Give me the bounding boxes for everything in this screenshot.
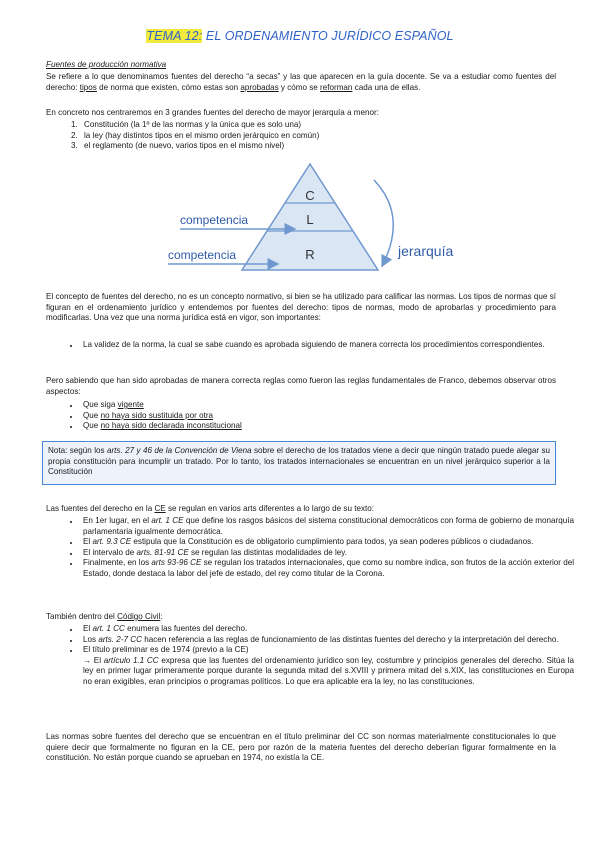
list-item	[80, 548, 574, 559]
hierarchy-pyramid-diagram	[160, 158, 470, 278]
validity-list	[62, 340, 574, 351]
aspect-text: Que siga	[83, 400, 118, 409]
sources-list	[62, 120, 560, 152]
ce-sources-intro	[46, 504, 556, 515]
aspect-text: Que	[83, 421, 101, 431]
cc-intro-text-2: :	[160, 612, 163, 621]
item-text: se regulan las distintas modalidades de ley.	[188, 547, 347, 557]
page-title	[0, 28, 600, 44]
list-item: • La validez de la norma, la cual se sabe cuando es aprobada siguiendo de manera correcta los procedimientos correspondientes.	[80, 340, 574, 351]
item-text: Los	[83, 634, 99, 644]
jerarquia-label: jerarquía	[398, 243, 454, 259]
title-highlight: TEMA 12:	[146, 29, 203, 43]
competencia-label-upper: competencia	[180, 213, 249, 227]
hierarchy-intro: En concreto nos centraremos en 3 grandes fuentes del derecho de mayor jerarquía a menor:	[46, 108, 379, 117]
closing-paragraph: Las normas sobre fuentes del derecho que se encuentran en el título preliminar del CC son normas materialmente constitucionales lo que quiere decir que formalmente no figuran en la CE, pero por razón de la materia fuentes del derecho deberían figurar formalmente en la constitución. No están porque cuando se aprueban en 1974, no existía la CE.	[46, 732, 556, 763]
intro-underline-reforman: reforman	[320, 82, 353, 92]
note-text-1: Nota: según los	[48, 446, 107, 455]
hierarchy-arrow	[374, 180, 393, 266]
item-text: Finalmente, en los	[83, 558, 152, 568]
ce-abbrev-underlined: CE	[154, 504, 166, 513]
pyramid-level-l: L	[306, 212, 314, 227]
title-text: EL ORDENAMIENTO JURÍDICO ESPAÑOL	[202, 29, 454, 43]
item-text: El intervalo de	[83, 547, 137, 557]
item-text: El título preliminar es de 1974 (previo a la CE)	[83, 645, 249, 655]
intro-text-4: cada una de ellas.	[352, 82, 421, 92]
list-item	[80, 645, 574, 687]
cc-sources-intro	[46, 612, 556, 623]
item-text: hacen referencia a las reglas de funcionamiento de las distintas fuentes del derecho y la interpretación del derecho.	[141, 634, 559, 644]
aspect-underlined: no haya sido sustituida por otra	[100, 410, 214, 420]
item-article-ref: art. 1 CC	[92, 624, 125, 633]
section-heading: Fuentes de producción normativa	[46, 60, 167, 69]
pyramid-level-c: C	[305, 188, 315, 203]
list-item	[80, 558, 574, 579]
aspect-underlined: vigente	[117, 400, 144, 409]
list-item	[80, 624, 574, 635]
pyramid-level-r: R	[305, 247, 315, 262]
competencia-label-lower: competencia	[168, 248, 237, 262]
list-item	[80, 516, 574, 537]
list-item	[80, 421, 574, 432]
list-item: 2. la ley (hay distintos tipos en el mismo orden jerárquico en común)	[80, 131, 560, 142]
list-item: 3. el reglamento (de nuevo, varios tipos en el mismo nivel)	[80, 141, 560, 152]
aspects-intro: Pero sabiendo que han sido aprobadas de manera correcta reglas como fueron las reglas fundamentales de Franco, debemos observar otros aspectos:	[46, 376, 556, 396]
item-text: que define los rasgos básicos del sistema constitucional democráticos con forma de gobierno de monarquía parlamentaria igualmente democrática.	[83, 516, 575, 536]
item-article-ref: artículo 1.1 CC	[103, 655, 159, 665]
intro-underline-aprobadas: aprobadas	[240, 82, 279, 92]
item-article-ref: art. 1 CE	[151, 516, 184, 525]
intro-underline-tipos: tipos	[79, 82, 97, 92]
ce-articles-list	[62, 516, 574, 580]
item-arrow-text: → El	[83, 655, 104, 665]
ce-intro-text: Las fuentes del derecho en la	[46, 504, 155, 513]
ce-intro-text-2: se regulan en varios arts diferentes a lo largo de su texto:	[165, 504, 375, 513]
item-article-ref: arts 93-96 CE	[151, 558, 202, 568]
intro-text-2: de norma que existen, cómo estas son	[96, 82, 241, 92]
aspect-text: Que	[83, 410, 101, 420]
list-item	[80, 411, 574, 422]
intro-text-3: y cómo se	[278, 82, 321, 92]
item-text: En 1er lugar, en el	[83, 516, 152, 525]
cc-articles-list	[62, 624, 574, 688]
note-box	[42, 441, 556, 485]
list-item	[80, 635, 574, 646]
item-text: expresa que las fuentes del ordenamiento jurídico son ley, costumbre y principios generales del derecho. Sitúa la ley en primer lugar primeramente porque durante la segunda mitad del s.XVIII y primera mitad del s.XIX, las constituciones en Europa no eran exigibles, eran principios o programas políticos. Lo que era aplicable era la ley, no las constituciones.	[83, 655, 574, 686]
item-text: se regulan los tratados internacionales, que como su nombre indica, son frutos de la acción exterior del Estado, donde destaca la labor del jefe de estado, del rey como titular de la Corona.	[83, 558, 574, 578]
aspects-list	[62, 400, 574, 432]
item-text: enumera las fuentes del derecho.	[124, 624, 248, 633]
item-article-ref: arts. 2-7 CC	[98, 634, 142, 644]
note-text-2: sobre el derecho de los tratados viene a decir que ningún tratado puede alegar su propia constitución para incumplir un tratado. Por lo tanto, los tratados internacionales se encuentran en un nivel jerárquico superior a la Constitución	[48, 446, 551, 477]
list-item	[80, 400, 574, 411]
item-article-ref: art. 9.3 CE	[92, 537, 132, 547]
list-item	[80, 537, 574, 548]
cc-name-underlined: Código Civil	[117, 612, 161, 621]
item-text: El	[83, 624, 93, 633]
list-item: 1. Constitución (la 1º de las normas y la única que es solo una)	[80, 120, 560, 131]
note-italic-arts: arts. 27 y 46 de la Convención de Viena	[106, 446, 252, 455]
intro-text-1: Se refiere a lo que denominamos fuentes del derecho “a secas” y las que aparecen en la guía docente. Se va a estudiar como fuentes del derecho:	[46, 72, 556, 92]
aspect-underlined: no haya sido declarada inconstitucional	[100, 421, 242, 431]
cc-intro-text: También dentro del	[46, 612, 118, 621]
item-text: El	[83, 537, 93, 547]
item-text: estipula que la Constitución es de obligatorio cumplimiento para todos, ya sean poderes públicos o ciudadanos.	[131, 537, 534, 547]
item-article-ref: arts. 81-91 CE	[136, 547, 189, 557]
intro-paragraph	[46, 72, 556, 93]
concept-paragraph: El concepto de fuentes del derecho, no es un concepto normativo, si bien se ha utilizado para calificar las normas. Los tipos de normas que sí figuran en el ordenamiento jurídico y entendemos por fuentes del derecho: tipos de normas, modo de aprobarlas y procedimiento para modificarlas. Una vez que una norma jurídica está en vigor, son importantes:	[46, 292, 556, 323]
